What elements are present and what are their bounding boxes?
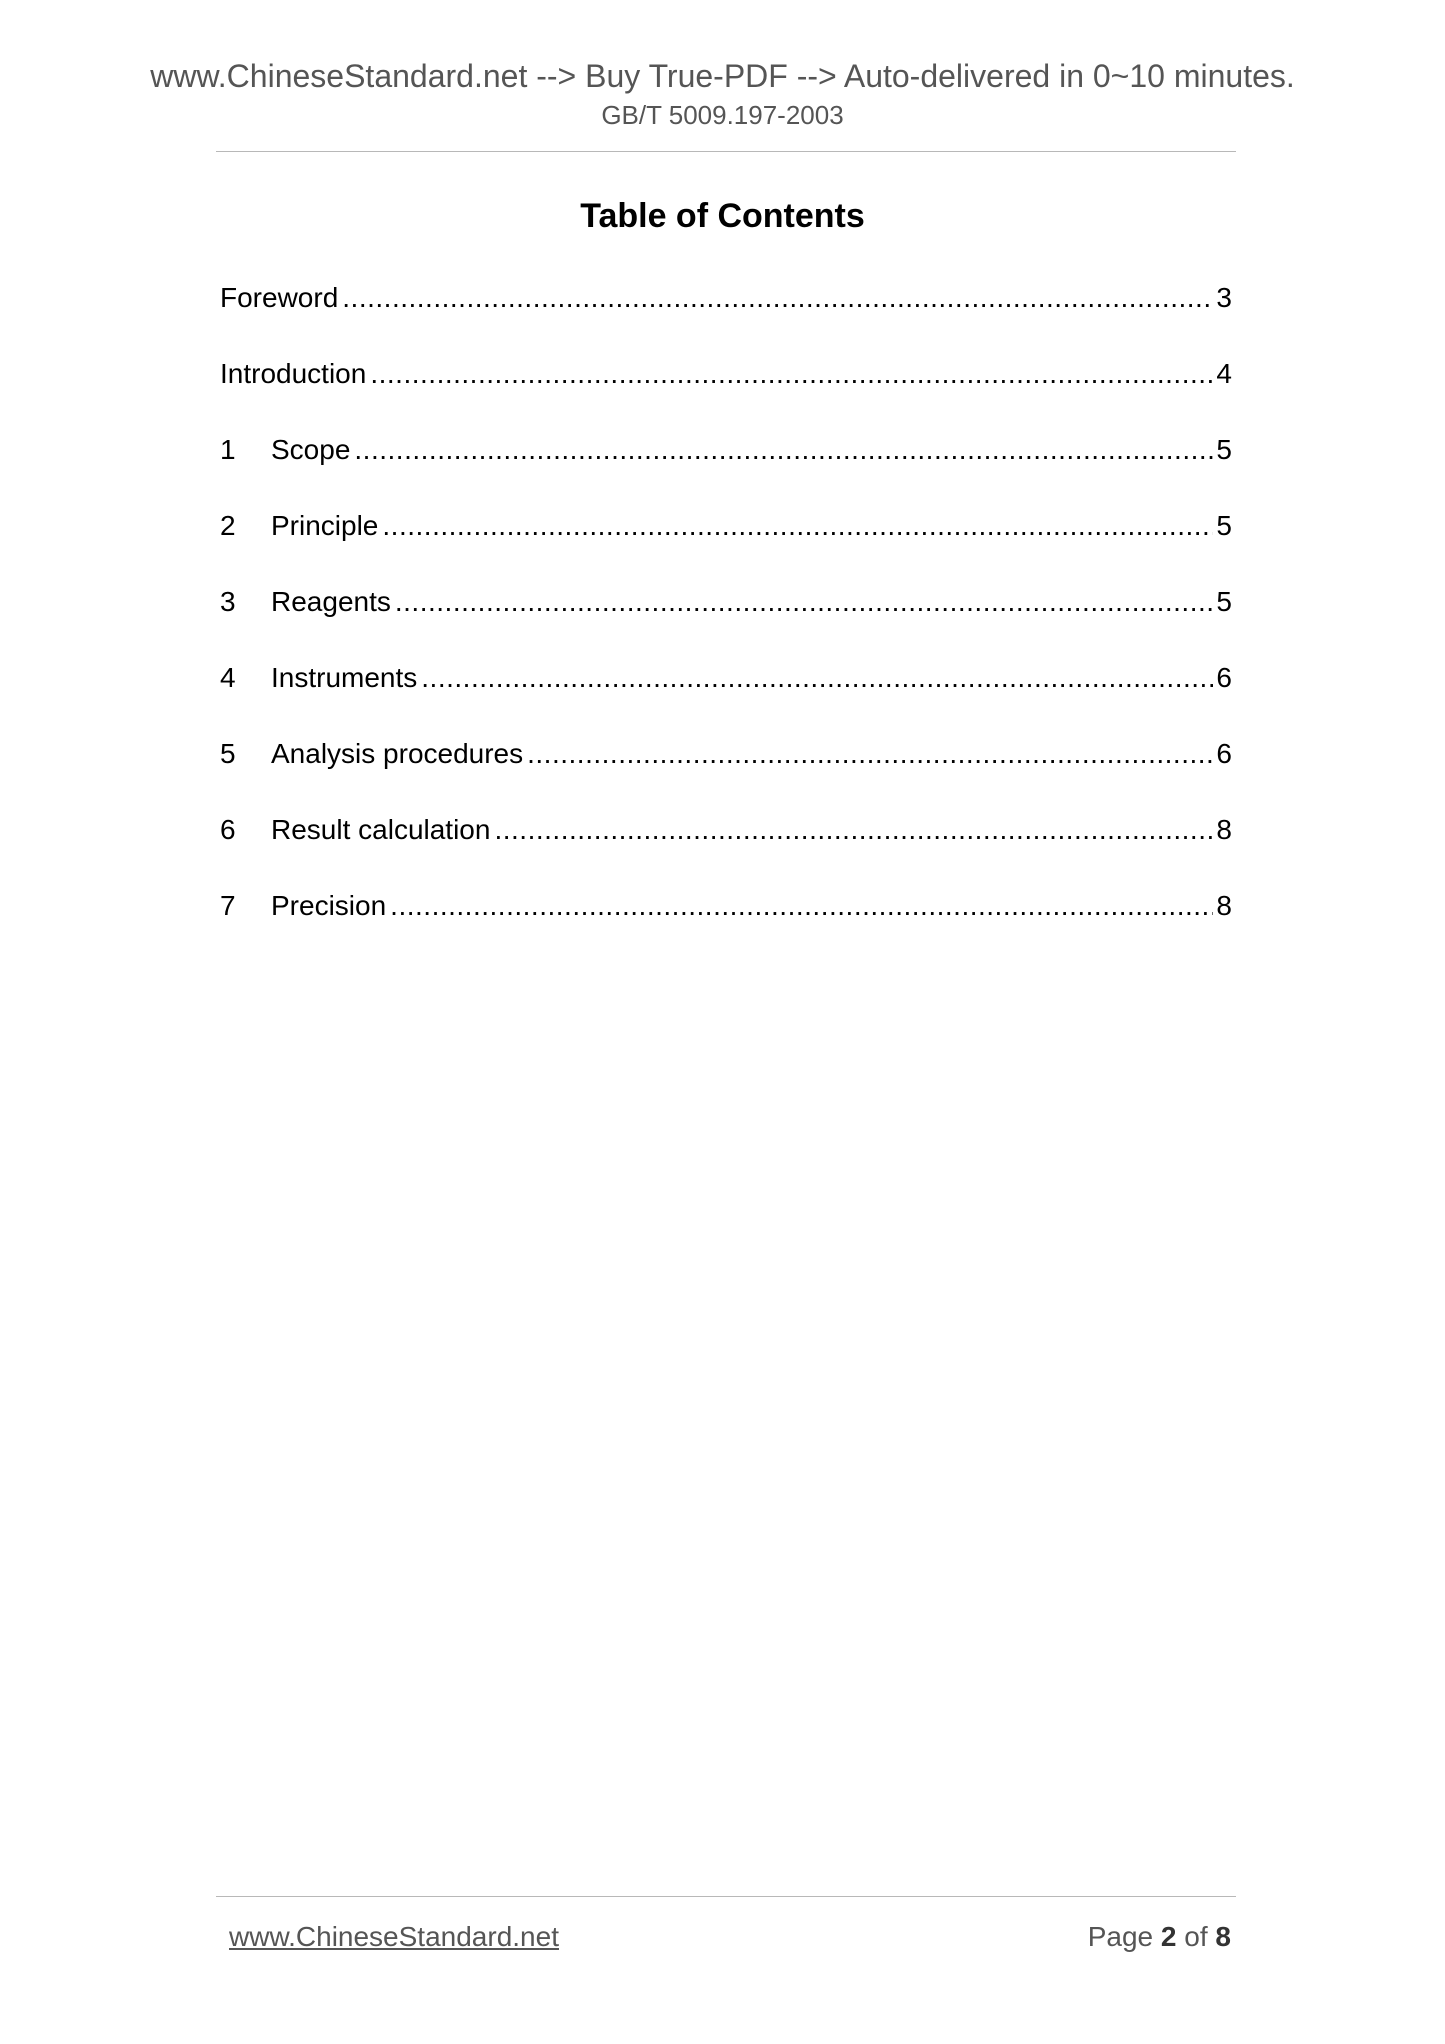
footer-site-link[interactable]: www.ChineseStandard.net [229,1921,559,1952]
standard-number: GB/T 5009.197-2003 [601,100,844,130]
toc-entry-page: 5 [1216,434,1232,465]
toc-leader-dots [342,278,1213,318]
toc-entry-analysis-procedures[interactable] [220,734,1232,810]
page-label: Page [1087,1921,1154,1952]
toc-entry-page: 5 [1216,510,1232,541]
toc-entry-text: Instruments [271,662,418,693]
toc-entry-precision[interactable] [220,886,1232,962]
toc-entry-text: Foreword [220,282,339,313]
toc-entry-page: 5 [1216,586,1232,617]
toc-entry-page: 8 [1216,890,1232,921]
toc-entry-page: 4 [1216,358,1232,389]
page-header [0,56,1445,132]
toc-entry-page: 6 [1216,738,1232,769]
toc-entry-text: Analysis procedures [271,738,524,769]
toc-entry-number: 2 [220,510,236,541]
footer-divider [216,1896,1236,1897]
toc-leader-dots [421,658,1213,698]
toc-leader-dots [382,506,1213,546]
toc-entry-result-calculation[interactable] [220,810,1232,886]
toc-entry-text: Scope [271,434,351,465]
toc-entry-introduction[interactable] [220,354,1232,430]
toc-entry-number: 5 [220,738,236,769]
toc-entry-instruments[interactable] [220,658,1232,734]
toc-entry-page: 3 [1216,282,1232,313]
toc-entry-number: 4 [220,662,236,693]
toc-entry-text: Principle [271,510,379,541]
toc-entry-page: 6 [1216,662,1232,693]
header-divider [216,151,1236,152]
toc-entry-number: 6 [220,814,236,845]
toc-entry-number: 3 [220,586,236,617]
toc-title: Table of Contents [580,197,865,235]
toc-entry-text: Reagents [271,586,391,617]
toc-entry-principle[interactable] [220,506,1232,582]
page-total: 8 [1215,1921,1231,1952]
toc-list [220,278,1232,962]
header-promo-text: www.ChineseStandard.net --> Buy True-PDF --> Auto-delivered in 0~10 minutes. [150,58,1295,94]
toc-leader-dots [494,810,1213,850]
page-current: 2 [1160,1921,1177,1952]
toc-entry-text: Precision [271,890,387,921]
toc-entry-page: 8 [1216,814,1232,845]
toc-entry-reagents[interactable] [220,582,1232,658]
toc-entry-text: Introduction [220,358,367,389]
toc-entry-number: 1 [220,434,236,465]
toc-leader-dots [395,582,1214,622]
toc-entry-text: Result calculation [271,814,491,845]
toc-leader-dots [370,354,1213,394]
toc-leader-dots [527,734,1213,774]
toc-entry-foreword[interactable] [220,278,1232,354]
toc-entry-scope[interactable] [220,430,1232,506]
toc-leader-dots [390,886,1213,926]
page-of-label: of [1184,1921,1208,1952]
page-indicator [1088,1919,1231,1955]
toc-entry-number: 7 [220,890,236,921]
toc-leader-dots [354,430,1213,470]
